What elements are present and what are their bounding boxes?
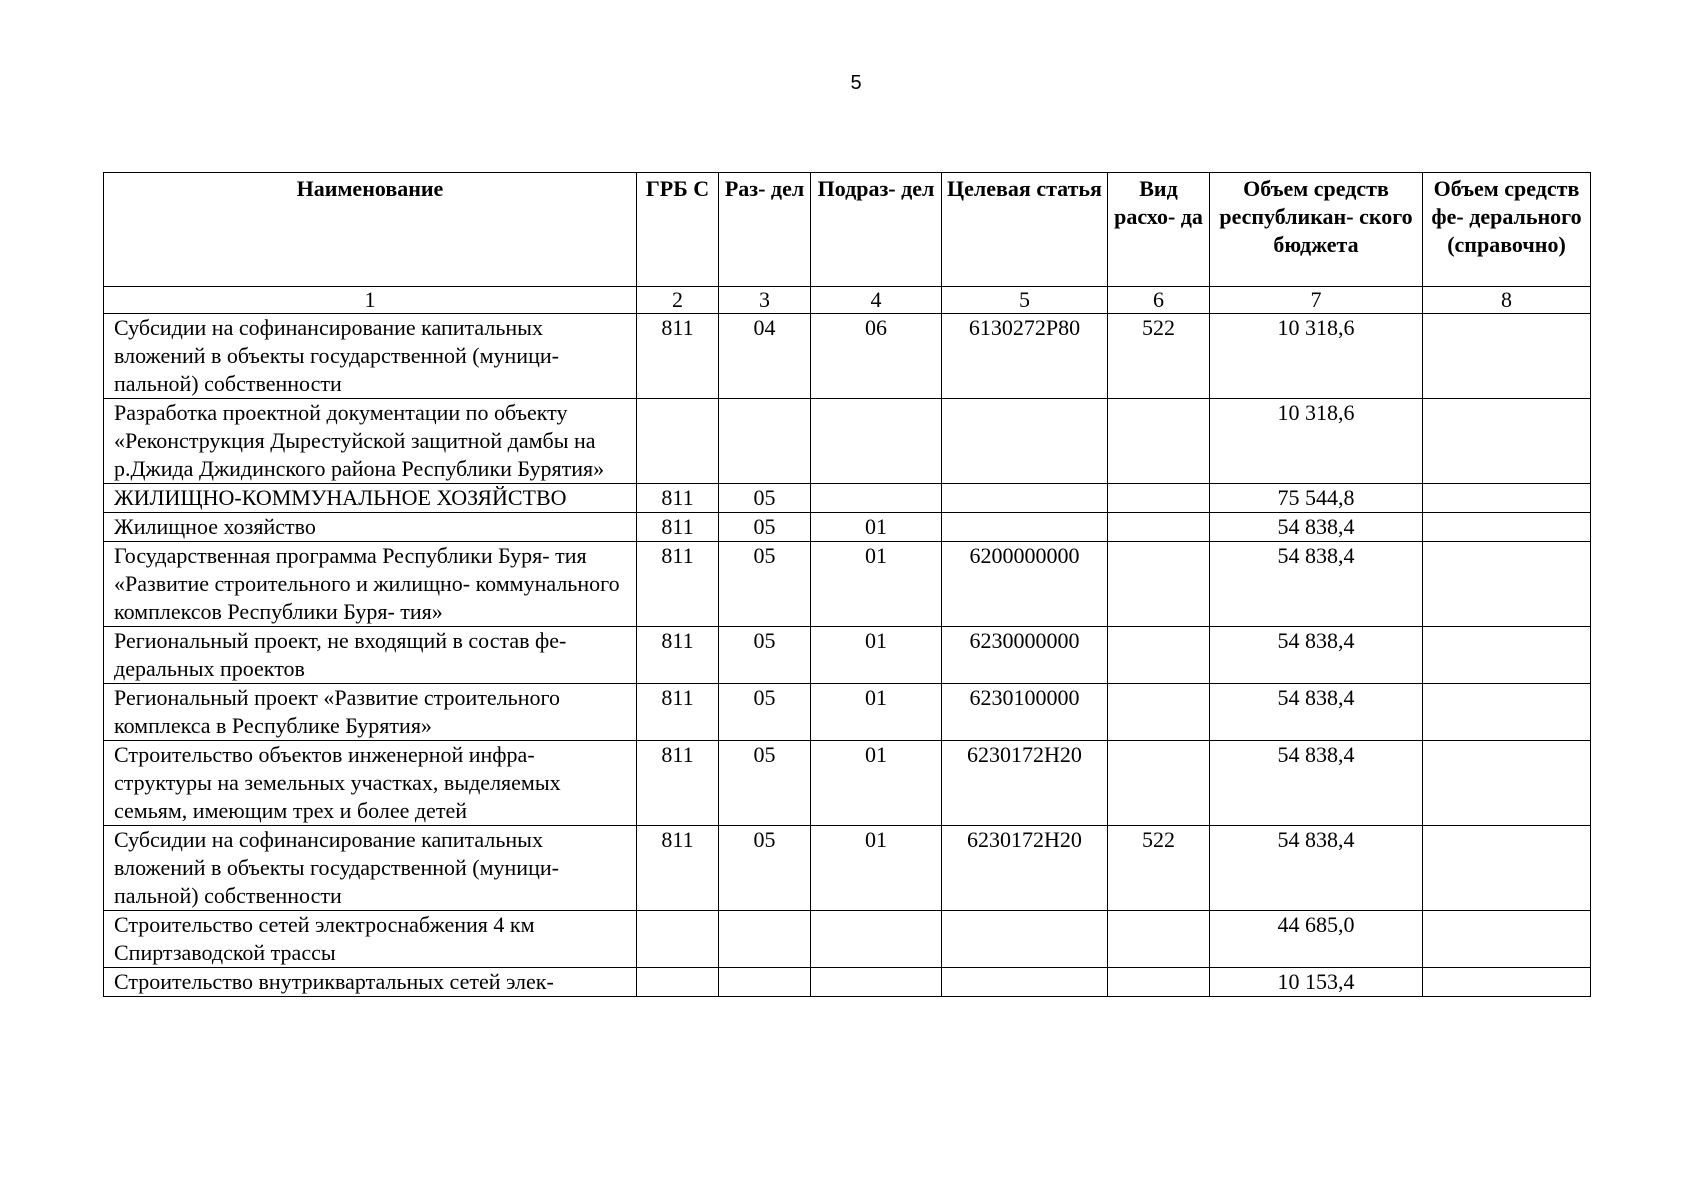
row-razdel: 05 xyxy=(719,513,811,542)
row-razdel xyxy=(719,968,811,997)
column-number: 2 xyxy=(637,287,719,314)
row-vid-raskhoda xyxy=(1108,542,1210,627)
table-row xyxy=(104,911,1591,968)
row-vid-raskhoda xyxy=(1108,741,1210,826)
row-name: Региональный проект «Развитие строительного комплекса в Республике Бурятия» xyxy=(104,684,637,741)
row-razdel xyxy=(719,399,811,484)
row-name: Жилищное хозяйство xyxy=(104,513,637,542)
column-numbers-row xyxy=(104,287,1591,314)
row-name: Строительство сетей электроснабжения 4 км Спиртзаводской трассы xyxy=(104,911,637,968)
row-razdel xyxy=(719,911,811,968)
row-razdel: 05 xyxy=(719,627,811,684)
row-podrazdel: 01 xyxy=(811,741,942,826)
row-name: Субсидии на софинансирование капитальных вложений в объекты государственной (муници- пальной) собственности xyxy=(104,314,637,399)
row-federalny xyxy=(1423,542,1591,627)
budget-table xyxy=(103,172,1591,997)
row-grbs xyxy=(637,968,719,997)
row-tselevaya-statya xyxy=(942,911,1108,968)
row-name: Региональный проект, не входящий в состав фе- деральных проектов xyxy=(104,627,637,684)
column-number: 3 xyxy=(719,287,811,314)
table-row xyxy=(104,542,1591,627)
row-tselevaya-statya xyxy=(942,513,1108,542)
row-podrazdel: 01 xyxy=(811,684,942,741)
column-number: 1 xyxy=(104,287,637,314)
row-respublikansky: 44 685,0 xyxy=(1210,911,1423,968)
row-respublikansky: 75 544,8 xyxy=(1210,484,1423,513)
row-podrazdel: 01 xyxy=(811,542,942,627)
row-grbs xyxy=(637,399,719,484)
row-name: Разработка проектной документации по объекту «Реконструкция Дырестуйской защитной дамбы на р.Джида Джидинского района Республики Бурятия» xyxy=(104,399,637,484)
row-grbs: 811 xyxy=(637,314,719,399)
row-tselevaya-statya: 6200000000 xyxy=(942,542,1108,627)
page-number: 5 xyxy=(850,72,862,94)
row-razdel: 05 xyxy=(719,826,811,911)
row-tselevaya-statya: 6230000000 xyxy=(942,627,1108,684)
row-federalny xyxy=(1423,968,1591,997)
row-grbs: 811 xyxy=(637,684,719,741)
row-federalny xyxy=(1423,741,1591,826)
row-podrazdel: 01 xyxy=(811,513,942,542)
row-grbs: 811 xyxy=(637,627,719,684)
table-header-row xyxy=(104,173,1591,287)
row-respublikansky: 10 318,6 xyxy=(1210,314,1423,399)
row-vid-raskhoda: 522 xyxy=(1108,314,1210,399)
column-number: 6 xyxy=(1108,287,1210,314)
table-row xyxy=(104,826,1591,911)
row-respublikansky: 54 838,4 xyxy=(1210,684,1423,741)
row-federalny xyxy=(1423,399,1591,484)
header-vid-raskhoda: Вид расхо- да xyxy=(1108,173,1210,287)
row-tselevaya-statya xyxy=(942,399,1108,484)
row-podrazdel: 01 xyxy=(811,826,942,911)
header-podrazdel: Подраз- дел xyxy=(811,173,942,287)
header-obem-federalnogo: Объем средств фе- дерального (справочно) xyxy=(1423,173,1591,287)
row-federalny xyxy=(1423,484,1591,513)
row-grbs xyxy=(637,911,719,968)
row-name: Строительство внутриквартальных сетей элек- xyxy=(104,968,637,997)
row-tselevaya-statya xyxy=(942,968,1108,997)
row-podrazdel xyxy=(811,968,942,997)
row-razdel: 04 xyxy=(719,314,811,399)
row-podrazdel xyxy=(811,484,942,513)
row-vid-raskhoda: 522 xyxy=(1108,826,1210,911)
row-grbs: 811 xyxy=(637,542,719,627)
header-naimenovanie: Наименование xyxy=(104,173,637,287)
row-federalny xyxy=(1423,826,1591,911)
row-tselevaya-statya: 6230100000 xyxy=(942,684,1108,741)
header-razdel: Раз- дел xyxy=(719,173,811,287)
row-podrazdel xyxy=(811,399,942,484)
header-obem-respublikanskogo: Объем средств республикан- ского бюджета xyxy=(1210,173,1423,287)
table-row xyxy=(104,399,1591,484)
row-respublikansky: 54 838,4 xyxy=(1210,826,1423,911)
row-razdel: 05 xyxy=(719,684,811,741)
table-row xyxy=(104,484,1591,513)
row-vid-raskhoda xyxy=(1108,399,1210,484)
row-vid-raskhoda xyxy=(1108,684,1210,741)
row-grbs: 811 xyxy=(637,484,719,513)
row-federalny xyxy=(1423,513,1591,542)
table-row xyxy=(104,741,1591,826)
row-vid-raskhoda xyxy=(1108,627,1210,684)
row-razdel: 05 xyxy=(719,542,811,627)
header-tselevaya-statya: Целевая статья xyxy=(942,173,1108,287)
row-name: Строительство объектов инженерной инфра- структуры на земельных участках, выделяемых семьям, имеющим трех и более детей xyxy=(104,741,637,826)
row-federalny xyxy=(1423,314,1591,399)
row-respublikansky: 54 838,4 xyxy=(1210,513,1423,542)
row-vid-raskhoda xyxy=(1108,484,1210,513)
row-grbs: 811 xyxy=(637,741,719,826)
row-vid-raskhoda xyxy=(1108,968,1210,997)
row-name: ЖИЛИЩНО-КОММУНАЛЬНОЕ ХОЗЯЙСТВО xyxy=(104,484,637,513)
row-tselevaya-statya: 6230172H20 xyxy=(942,826,1108,911)
column-number: 5 xyxy=(942,287,1108,314)
row-grbs: 811 xyxy=(637,513,719,542)
row-respublikansky: 54 838,4 xyxy=(1210,542,1423,627)
row-podrazdel: 06 xyxy=(811,314,942,399)
row-name: Субсидии на софинансирование капитальных вложений в объекты государственной (муници- пальной) собственности xyxy=(104,826,637,911)
row-razdel: 05 xyxy=(719,484,811,513)
table-row xyxy=(104,627,1591,684)
row-vid-raskhoda xyxy=(1108,911,1210,968)
row-respublikansky: 54 838,4 xyxy=(1210,627,1423,684)
row-federalny xyxy=(1423,627,1591,684)
table-row xyxy=(104,968,1591,997)
row-respublikansky: 54 838,4 xyxy=(1210,741,1423,826)
row-vid-raskhoda xyxy=(1108,513,1210,542)
row-respublikansky: 10 318,6 xyxy=(1210,399,1423,484)
row-federalny xyxy=(1423,684,1591,741)
row-name: Государственная программа Республики Буря- тия «Развитие строительного и жилищно- коммунального комплексов Республики Буря- тия» xyxy=(104,542,637,627)
row-podrazdel: 01 xyxy=(811,627,942,684)
row-grbs: 811 xyxy=(637,826,719,911)
column-number: 4 xyxy=(811,287,942,314)
row-podrazdel xyxy=(811,911,942,968)
table-row xyxy=(104,684,1591,741)
row-tselevaya-statya xyxy=(942,484,1108,513)
row-respublikansky: 10 153,4 xyxy=(1210,968,1423,997)
row-tselevaya-statya: 6130272P80 xyxy=(942,314,1108,399)
column-number: 7 xyxy=(1210,287,1423,314)
row-federalny xyxy=(1423,911,1591,968)
column-number: 8 xyxy=(1423,287,1591,314)
table-row xyxy=(104,314,1591,399)
header-grbs: ГРБ С xyxy=(637,173,719,287)
row-tselevaya-statya: 6230172H20 xyxy=(942,741,1108,826)
row-razdel: 05 xyxy=(719,741,811,826)
table-row xyxy=(104,513,1591,542)
